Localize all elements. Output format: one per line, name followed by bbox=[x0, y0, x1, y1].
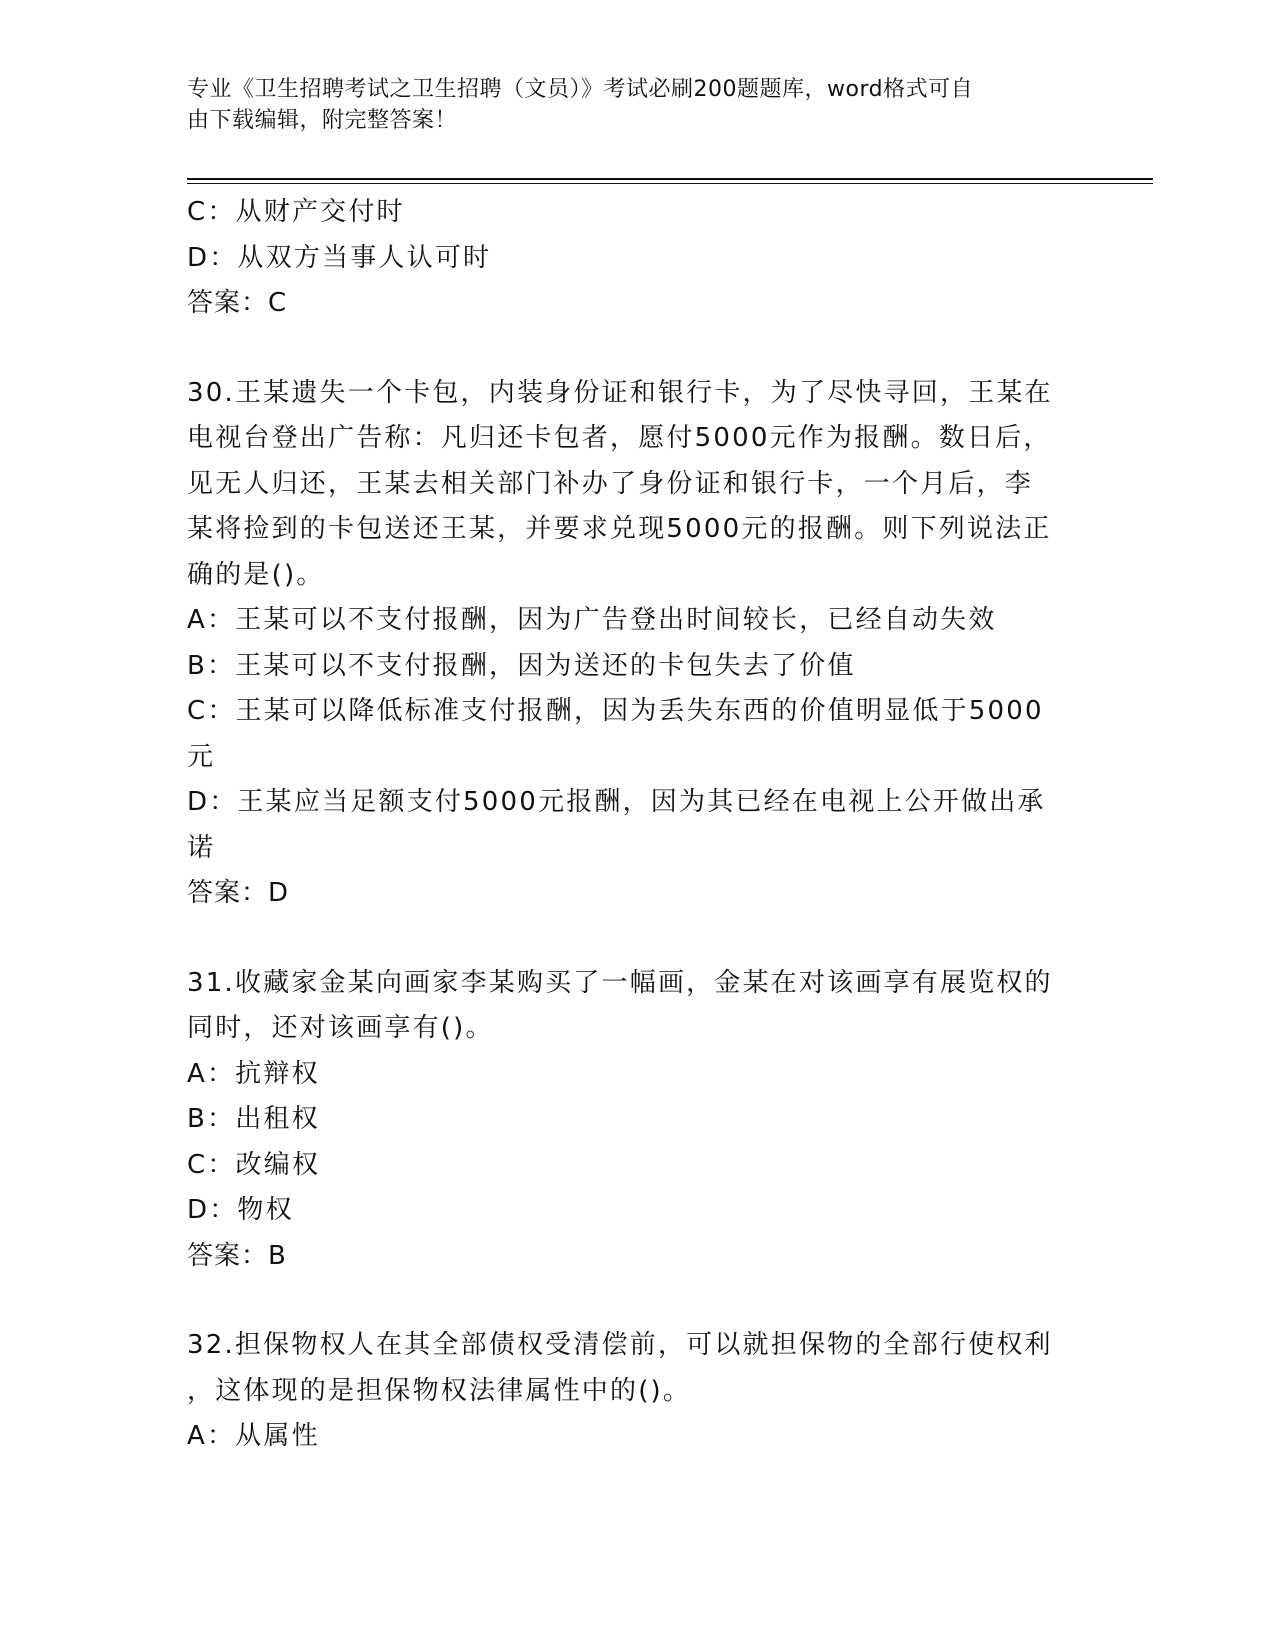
header-divider-thick bbox=[187, 178, 1153, 180]
question-30 bbox=[187, 371, 1087, 917]
spacer bbox=[187, 1279, 1087, 1323]
document-header bbox=[187, 74, 1067, 136]
q31-option-a: A：抗辩权 bbox=[187, 1058, 320, 1089]
q31-stem-line: 同时，还对该画享有()。 bbox=[187, 1013, 494, 1043]
q30-option-c-wrap: 元 bbox=[187, 741, 216, 772]
q31-option-d: D：物权 bbox=[187, 1195, 294, 1225]
q32-option-a: A：从属性 bbox=[187, 1421, 320, 1451]
q30-stem-line: 确的是()。 bbox=[187, 559, 325, 590]
q30-answer: 答案：D bbox=[187, 878, 290, 908]
q31-stem-line: 31.收藏家金某向画家李某购买了一幅画，金某在对该画享有展览权的 bbox=[187, 967, 1053, 998]
q30-stem-line: 见无人归还，王某去相关部门补办了身份证和银行卡，一个月后，李 bbox=[187, 468, 1034, 499]
q30-stem-line: 电视台登出广告称：凡归还卡包者，愿付5000元作为报酬。数日后， bbox=[187, 423, 1052, 453]
q31-option-b: B：出租权 bbox=[187, 1104, 320, 1134]
q30-option-d-wrap: 诺 bbox=[187, 832, 216, 863]
header-line-2: 由下载编辑，附完整答案！ bbox=[187, 108, 458, 133]
q31-option-c: C：改编权 bbox=[187, 1149, 321, 1180]
q30-option-d: D：王某应当足额支付5000元报酬，因为其已经在电视上公开做出承 bbox=[187, 787, 1046, 817]
q29-answer: 答案：C bbox=[187, 288, 288, 318]
q31-answer: 答案：B bbox=[187, 1240, 287, 1271]
question-32 bbox=[187, 1323, 1087, 1460]
q32-stem-line: 32.担保物权人在其全部债权受清偿前，可以就担保物的全部行使权利 bbox=[187, 1330, 1053, 1360]
spacer bbox=[187, 327, 1087, 371]
q30-option-c: C：王某可以降低标准支付报酬，因为丢失东西的价值明显低于5000 bbox=[187, 696, 1044, 726]
q30-option-a: A：王某可以不支付报酬，因为广告登出时间较长，已经自动失效 bbox=[187, 605, 997, 635]
header-divider-thin bbox=[187, 183, 1153, 184]
q30-stem-line: 30.王某遗失一个卡包，内装身份证和银行卡，为了尽快寻回，王某在 bbox=[187, 377, 1053, 408]
question-31 bbox=[187, 961, 1087, 1280]
q29-option-d: D：从双方当事人认可时 bbox=[187, 242, 492, 273]
question-content bbox=[187, 190, 1087, 1460]
question-29-continuation bbox=[187, 190, 1087, 327]
q29-option-c: C：从财产交付时 bbox=[187, 197, 405, 227]
spacer bbox=[187, 917, 1087, 961]
q30-stem-line: 某将捡到的卡包送还王某，并要求兑现5000元的报酬。则下列说法正 bbox=[187, 514, 1052, 544]
q32-stem-line: ，这体现的是担保物权法律属性中的()。 bbox=[187, 1375, 692, 1406]
q30-option-b: B：王某可以不支付报酬，因为送还的卡包失去了价值 bbox=[187, 650, 856, 681]
header-line-1: 专业《卫生招聘考试之卫生招聘（文员）》考试必刷200题题库，word格式可自 bbox=[187, 77, 974, 102]
